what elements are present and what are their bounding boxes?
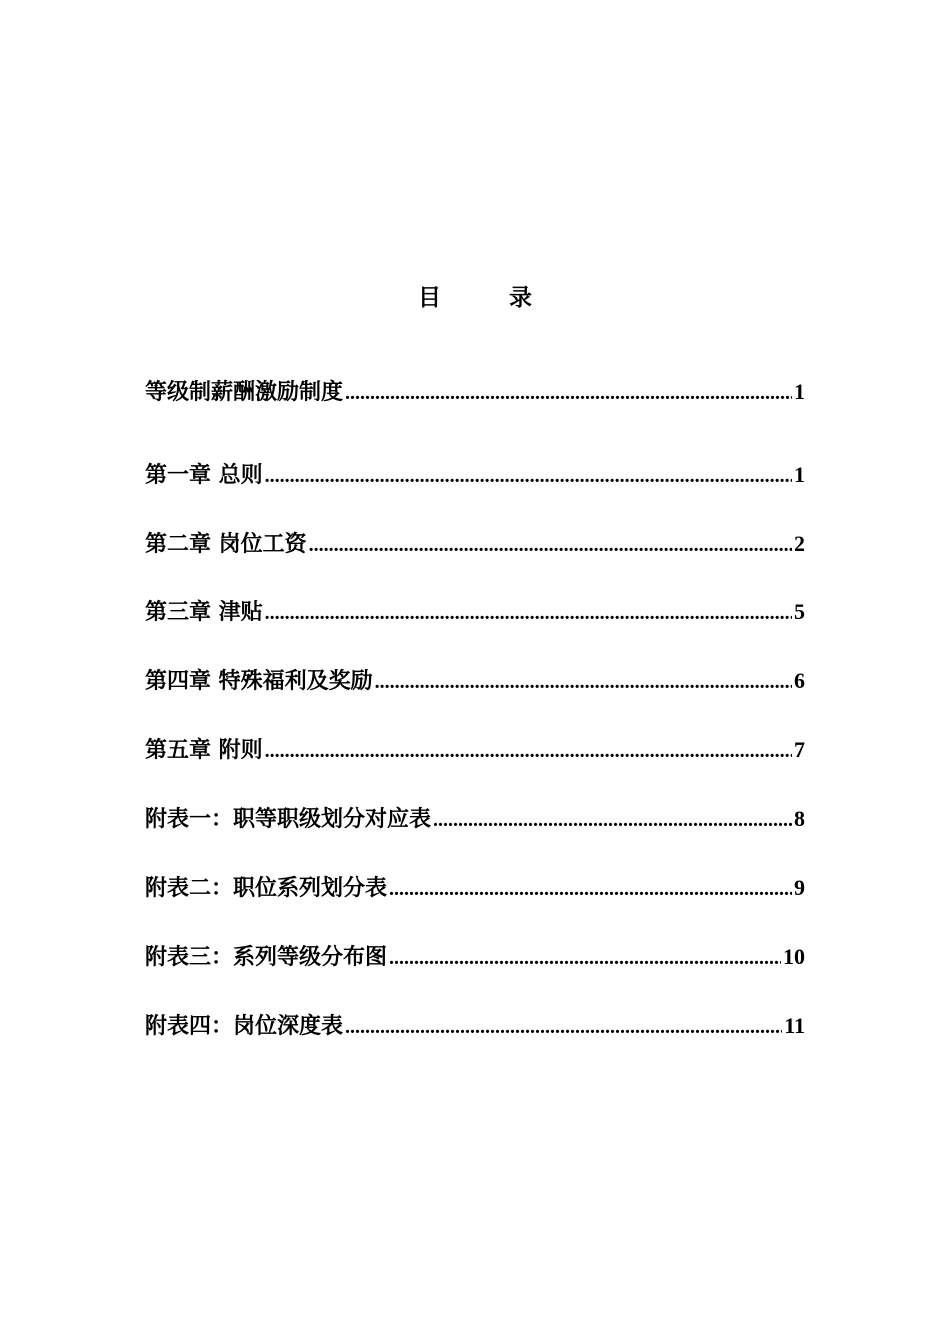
- toc-entry-label: 附表三：系列等级分布图: [145, 944, 388, 970]
- toc-entry-label: 第四章 特殊福利及奖励: [145, 668, 373, 694]
- toc-entry-label: 附表一：职等职级划分对应表: [145, 806, 432, 832]
- toc-entry-appendix-3[interactable]: [145, 940, 805, 974]
- toc-page-number: 9: [794, 875, 805, 900]
- toc-leader-dots: [389, 872, 792, 906]
- toc-entry-label: 等级制薪酬激励制度: [145, 379, 344, 405]
- toc-entry-label: 第一章 总则: [145, 462, 263, 488]
- toc-entry-label: 第三章 津贴: [145, 599, 263, 625]
- toc-leader-dots: [265, 734, 792, 768]
- toc-leader-dots: [345, 376, 792, 410]
- toc-entry-label: 第五章 附则: [145, 737, 263, 763]
- toc-leader-dots: [265, 596, 792, 630]
- toc-entry-chapter-3[interactable]: [145, 595, 805, 629]
- toc-entry-appendix-1[interactable]: [145, 802, 805, 836]
- toc-page-number: 2: [794, 531, 805, 556]
- toc-entry-label: 附表四：岗位深度表: [145, 1013, 344, 1039]
- toc-page-number: 1: [794, 379, 805, 404]
- toc-entry-chapter-1[interactable]: [145, 458, 805, 492]
- toc-leader-dots: [345, 1010, 782, 1044]
- toc-leader-dots: [389, 941, 781, 975]
- toc-page-number: 5: [794, 599, 805, 624]
- page-title: 目 录: [417, 284, 562, 311]
- toc-entry-label: 第二章 岗位工资: [145, 531, 307, 557]
- toc-entry-salary-system[interactable]: [145, 375, 805, 409]
- toc-entry-label: 附表二：职位系列划分表: [145, 875, 388, 901]
- toc-entry-chapter-2[interactable]: [145, 527, 805, 561]
- toc-page-number: 7: [794, 737, 805, 762]
- toc-page-number: 10: [783, 944, 805, 969]
- toc-leader-dots: [309, 528, 792, 562]
- toc-page-number: 6: [794, 668, 805, 693]
- toc-page-number: 1: [794, 462, 805, 487]
- toc-entry-appendix-4[interactable]: [145, 1009, 805, 1043]
- toc-leader-dots: [265, 459, 792, 493]
- toc-page-number: 8: [794, 806, 805, 831]
- toc-entry-appendix-2[interactable]: [145, 871, 805, 905]
- toc-entry-chapter-5[interactable]: [145, 733, 805, 767]
- toc-leader-dots: [375, 665, 792, 699]
- toc-entry-chapter-4[interactable]: [145, 664, 805, 698]
- toc-page-number: 11: [784, 1013, 805, 1038]
- toc-leader-dots: [433, 803, 792, 837]
